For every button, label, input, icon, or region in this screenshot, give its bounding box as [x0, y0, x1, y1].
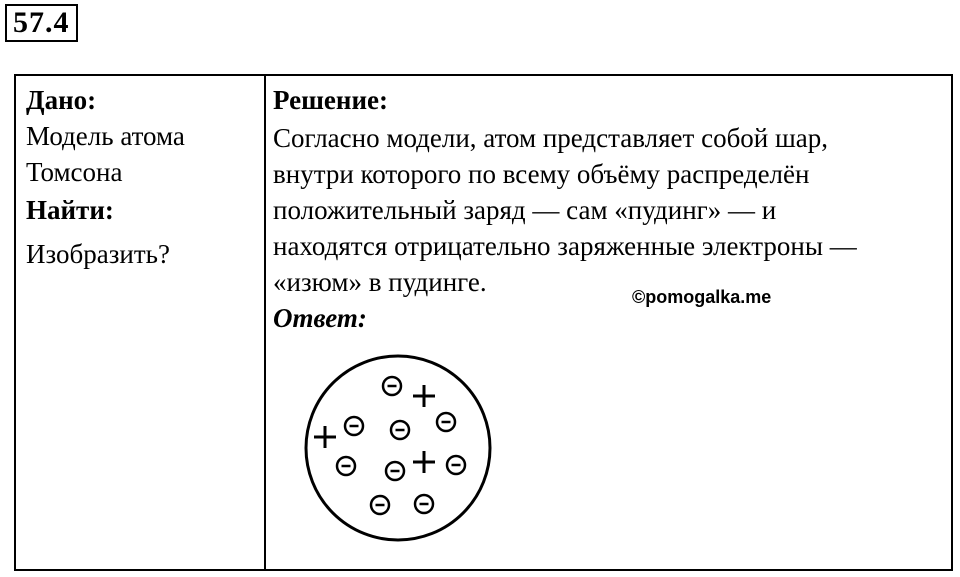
solution-line-3: положительный заряд — сам «пудинг» — и	[273, 195, 777, 225]
positive-charge-mark-2	[314, 426, 336, 448]
solution-column	[273, 82, 945, 336]
electron-mark-2	[345, 417, 363, 435]
electron-mark-3	[391, 421, 409, 439]
solution-heading: Решение:	[273, 85, 388, 115]
solution-text	[273, 120, 945, 300]
column-divider	[264, 76, 266, 569]
positive-charge-mark-3	[413, 451, 435, 473]
solution-line-4: находятся отрицательно заряженные электроны —	[273, 231, 857, 261]
answer-heading: Ответ:	[273, 303, 367, 333]
given-text-line-1: Модель атома	[26, 121, 185, 151]
solution-line-2: внутри которого по всему объёму распределён	[273, 159, 810, 189]
charges-group	[314, 377, 465, 514]
electron-mark-1	[383, 377, 401, 395]
positive-charge-mark-1	[413, 385, 435, 407]
given-text-line-2: Томсона	[26, 157, 123, 187]
atom-sphere	[306, 356, 490, 540]
problem-number: 57.4	[5, 4, 78, 42]
thomson-atom-figure	[290, 348, 510, 548]
electron-mark-6	[386, 462, 404, 480]
electron-mark-4	[437, 413, 455, 431]
electron-mark-8	[371, 496, 389, 514]
find-heading: Найти:	[26, 195, 114, 225]
solution-line-5: «изюм» в пудинге.	[273, 267, 487, 297]
solution-line-1: Согласно модели, атом представляет собой шар,	[273, 123, 829, 153]
given-column	[26, 82, 258, 272]
find-text: Изобразить?	[26, 239, 170, 269]
given-heading: Дано:	[26, 85, 97, 115]
electron-mark-7	[447, 456, 465, 474]
electron-mark-9	[415, 495, 433, 513]
electron-mark-5	[337, 457, 355, 475]
watermark: ©pomogalka.me	[632, 287, 772, 307]
